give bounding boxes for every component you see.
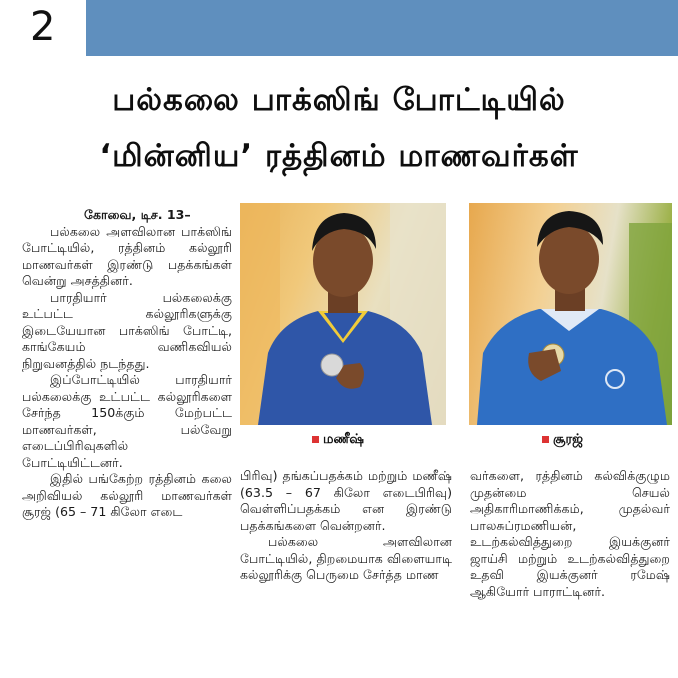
photo-caption-suraj [542,432,583,448]
caption-text: சூரஜ் [553,432,583,447]
headline-line-2: ‘மின்னிய’ ரத்தினம் மாணவர்கள் [99,138,579,174]
boxer-portrait-1-image [240,203,446,425]
article-paragraph: வர்களை, ரத்தினம் கல்விக்குழும முதன்மை செயல் அதிகாரிமாணிக்கம், முதல்வர் பாலசுப்ரமணியன், உடற்கல்வித்துறை இயக்குனர் ஜாய்சி மற்றும் உடற்கல்வித்துறை உதவி இயக்குனர் ரமேஷ் ஆகியோர் பாராட்டினர். [470,468,670,599]
article-column-2 [240,468,452,658]
page-number-box [0,0,86,56]
headline-line-1: பல்கலை பாக்ஸிங் போட்டியில் [112,82,566,118]
page-number: 2 [30,4,56,50]
photo-manish [240,203,446,425]
article-paragraph: இப்போட்டியில் பாரதியார் பல்கலைக்கு உட்பட்ட கல்லூரிகளை சேர்ந்த 150க்கும் மேற்பட்ட மாணவர்கள், பல்வேறு எடைப்பிரிவுகளில் போட்டியிட்டனர். [22,372,232,470]
article-paragraph: இதில் பங்கேற்ற ரத்தினம் கலை அறிவியல் கல்லூரி மாணவர்கள் சூரஜ் (65 – 71 கிலோ எடை [22,471,232,519]
photo-caption-manish [312,432,364,448]
article-column-1 [22,207,232,662]
photo-suraj [469,203,672,425]
article-paragraph: பல்கலை அளவிலான பாக்ஸிங் போட்டியில், ரத்தினம் கல்லூரி மாணவர்கள் இரண்டு பதக்கங்கள் வென்று அசத்தினர். [22,223,232,288]
caption-text: மணீஷ் [323,432,364,447]
article-column-3 [470,468,670,658]
caption-bullet-icon [542,436,549,443]
article-paragraph: பல்கலை அளவிலான போட்டியில், திறமையாக விளையாடி கல்லூரிக்கு பெருமை சேர்த்த மாண [240,534,452,582]
article-dateline: கோவை, டிச. 13– [84,207,191,222]
boxer-portrait-2-image [469,203,672,425]
article-paragraph: பிரிவு) தங்கப்பதக்கம் மற்றும் மணீஷ் (63.5 – 67 கிலோ எடைபிரிவு) வெள்ளிப்பதக்கம் என இரண்டு பதக்கங்களை வென்றனர். [240,468,452,533]
caption-bullet-icon [312,436,319,443]
article-paragraph: பாரதியார் பல்கலைக்கு உட்பட்ட கல்லூரிகளுக்கு இடையேயான பாக்ஸிங் போட்டி, காங்கேயம் வணிகவியல் நிறுவனத்தில் நடந்தது. [22,289,232,371]
page-header-bar [0,0,678,56]
